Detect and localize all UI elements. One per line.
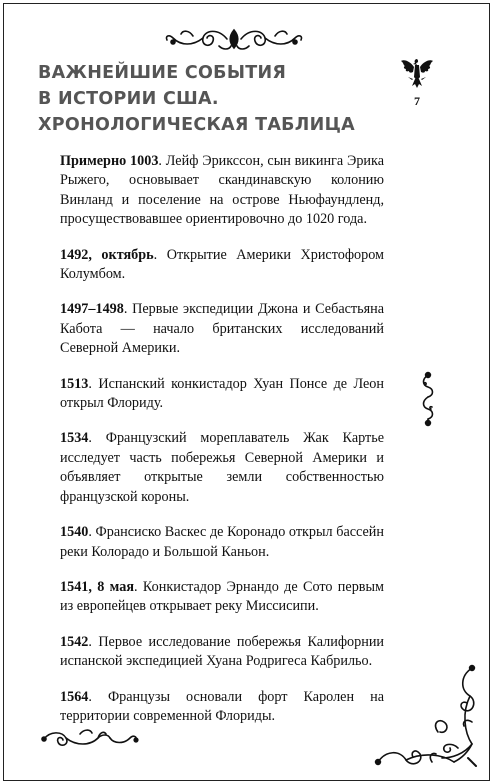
entry-date: 1540 <box>60 524 89 541</box>
entry-text: . Франсиско Васкес де Коронадо открыл бассейн реки Колорадо и Большой Каньон. <box>60 524 384 560</box>
page-number: 7 <box>414 94 420 108</box>
chronology-entry <box>60 688 384 727</box>
chronology-entry <box>60 246 384 285</box>
entry-date: 1542 <box>60 633 89 650</box>
chronology-entry <box>60 375 384 414</box>
ornament-top-icon <box>163 24 305 54</box>
entry-date: 1541, 8 мая <box>60 578 135 595</box>
entry-text: . Открытие Америки Христофором Колумбом. <box>60 246 385 283</box>
heading-line-2: В ИСТОРИИ США. <box>38 89 219 109</box>
entry-date: 1492, октябрь <box>60 246 154 263</box>
chronology-entry <box>60 523 384 562</box>
entry-date: Примерно 1003 <box>60 153 159 169</box>
heading-line-1: ВАЖНЕЙШИЕ СОБЫТИЯ <box>38 63 287 83</box>
entry-text: . Французы основали форт Каролен на территории современной Флориды. <box>60 688 384 724</box>
entry-date: 1564 <box>60 688 89 705</box>
entry-text: . Лейф Эрикссон, сын викинга Эрика Рыжего, основывает скандинавскую колонию Винланд и поселение на острове Ньюфаундленд, просуществовавшее ориентировочно до 1020 года. <box>60 153 384 228</box>
chronology-entry <box>60 300 384 358</box>
entry-text: . Испанский конкистадор Хуан Понсе де Леон открыл Флориду. <box>60 375 384 412</box>
entry-date: 1534 <box>60 430 89 447</box>
entry-date: 1497–1498 <box>60 301 124 318</box>
eagle-emblem-icon <box>400 55 434 91</box>
chronology-entry <box>60 429 384 507</box>
chapter-heading <box>38 60 378 138</box>
scroll-ornament-icon <box>418 371 438 429</box>
entry-text: . Французский мореплаватель Жак Картье исследует часть побережья Северной Америки и объявляет открытые земли собственностью французской короны. <box>60 430 384 505</box>
entry-text: . Конкистадор Эрнандо де Сото первым из европейцев открывает реку Миссисипи. <box>60 578 384 615</box>
corner-ornament-icon <box>372 662 482 772</box>
heading-line-3: ХРОНОЛОГИЧЕСКАЯ ТАБЛИЦА <box>38 115 355 135</box>
chronology-list <box>60 152 384 742</box>
entry-date: 1513 <box>60 375 89 392</box>
chronology-entry <box>60 578 384 617</box>
entry-text: . Первое исследование побережья Калифорнии испанской экспедицией Хуана Родригеса Кабрильо. <box>60 633 384 670</box>
chronology-entry <box>60 633 384 672</box>
bottom-ornament-icon <box>40 726 140 752</box>
chronology-entry <box>60 152 384 230</box>
entry-text: . Первые экспедиции Джона и Себастьяна Кабота — начало британских исследований Северной Америки. <box>60 301 384 357</box>
